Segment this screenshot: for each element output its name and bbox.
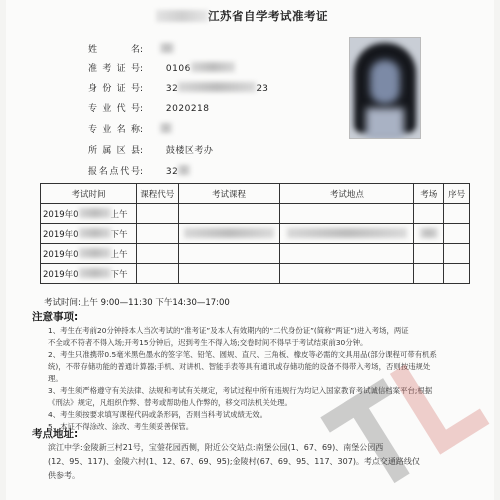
info-row-district: 所属区县: 鼓楼区考办	[88, 143, 213, 156]
exam-time-cell	[41, 204, 137, 224]
redacted-title-prefix	[156, 10, 208, 22]
exam-location-cell	[280, 244, 414, 264]
notes-list	[48, 325, 468, 433]
seat-cell	[444, 204, 470, 224]
seat-cell	[444, 264, 470, 284]
address-text	[48, 441, 478, 483]
room-cell	[414, 244, 444, 264]
info-label: 专业名称	[88, 125, 140, 135]
exam-location-cell	[280, 224, 414, 244]
exam-date: 2019年0	[43, 209, 79, 220]
redacted-value	[191, 62, 235, 72]
redacted-date	[79, 208, 111, 218]
exam-period: 下午	[110, 269, 128, 280]
note-line: 5、本证不得涂改、涂改、考生须妥善保管。	[48, 422, 194, 431]
room-cell	[414, 204, 444, 224]
course-name-cell	[178, 204, 280, 224]
course-name-cell	[178, 244, 280, 264]
exam-time-cell	[41, 244, 137, 264]
info-row-name: 姓名:	[88, 42, 174, 55]
table-header-row	[41, 184, 470, 204]
info-label: 身份证号	[88, 84, 140, 94]
info-value: 32	[165, 167, 179, 177]
exam-period: 上午	[110, 209, 128, 220]
exam-time-cell	[41, 224, 137, 244]
info-row-signup-point: 报名点代号: 32	[88, 164, 190, 177]
candidate-photo	[349, 37, 421, 139]
info-value: 32	[165, 84, 179, 94]
room-cell	[414, 264, 444, 284]
redacted-date	[79, 268, 111, 278]
info-value-tail: 23	[256, 84, 268, 94]
redacted-course	[184, 228, 274, 238]
info-label: 报名点代号	[88, 167, 140, 177]
course-code-cell	[136, 244, 178, 264]
redacted-location	[287, 228, 407, 238]
info-value: 鼓楼区考办	[165, 146, 214, 156]
column-header: 考试地点	[280, 184, 414, 204]
column-header: 考场	[414, 184, 444, 204]
info-row-ticket-no: 准考证号: 0106	[88, 61, 235, 74]
room-cell	[414, 224, 444, 244]
note-line: 3、考生须严格遵守有关法律、法规和考试有关规定，考试过程中所有违规行为均记入国家教育考试诚信档案平台;根据	[48, 386, 433, 395]
redacted-room	[420, 228, 438, 238]
note-line: 不全或不符者不得入场;开考15分钟后，迟到考生不得入场;交卷时间不得早于考试结束前30分钟。	[48, 338, 368, 347]
note-line: 4、考生须按要求填写课程代码或条形码，否则当科考试成绩无效。	[48, 410, 268, 419]
course-code-cell	[136, 224, 178, 244]
course-code-cell	[136, 204, 178, 224]
ticket-title-text: 江苏省自学考试准考证	[208, 9, 328, 23]
exam-period: 上午	[110, 249, 128, 260]
note-line: 统)，不带存储功能的普通计算器;手机、对讲机、智能手表等具有通讯或存储功能的设备不得带入考场，否则按违规处	[48, 362, 431, 371]
exam-date: 2019年0	[43, 229, 79, 240]
column-header: 课程代号	[136, 184, 178, 204]
exam-schedule-table	[40, 183, 470, 284]
exam-date: 2019年0	[43, 269, 79, 280]
column-header: 序号	[444, 184, 470, 204]
note-line: 《刑法》规定，凡组织作弊、替考或帮助他人作弊的，移交司法机关处理。	[48, 398, 292, 407]
notes-title: 注意事项:	[32, 311, 79, 323]
info-row-id-no: 身份证号: 32 23	[88, 81, 268, 94]
info-row-major-name: 专业名称:	[88, 122, 172, 135]
note-line: 理。	[48, 374, 63, 383]
redacted-value	[160, 43, 174, 53]
column-header: 考试课程	[178, 184, 280, 204]
exam-date: 2019年0	[43, 249, 79, 260]
info-value: 2020218	[165, 104, 210, 114]
redacted-value	[178, 165, 190, 175]
note-line: 1、考生在考前20分钟持本人当次考试的“准考证”及本人有效期内的“二代身份证”(简称“两证”)进入考场，两证	[48, 326, 409, 335]
table-row	[41, 244, 470, 264]
table-row	[41, 224, 470, 244]
info-label: 所属区县	[88, 146, 140, 156]
info-row-major-code: 专业代号: 2020218	[88, 101, 210, 114]
address-line: 滨江中学:金陵新三村21号，宝蓥花园西侧，附近公交站点:南堡公园(1、67、69)、南堡公园西	[48, 443, 384, 452]
exam-time-summary: 考试时间:上午 9:00—11:30 下午14:30—17:00	[44, 298, 230, 308]
seat-cell	[444, 224, 470, 244]
ticket-title	[156, 8, 416, 24]
exam-period: 下午	[110, 229, 128, 240]
course-name-cell	[178, 264, 280, 284]
exam-location-cell	[280, 264, 414, 284]
course-name-cell	[178, 224, 280, 244]
info-label: 专业代号	[88, 104, 140, 114]
table-row	[41, 264, 470, 284]
course-code-cell	[136, 264, 178, 284]
info-label: 准考证号	[88, 64, 140, 74]
redacted-value	[160, 123, 172, 133]
address-line: (12、95、117)、金陵六村(1、12、67、69、95);金陵村(67、69、95、117、307)。考点交通路线仅	[48, 457, 420, 466]
redacted-date	[79, 248, 111, 258]
table-row	[41, 204, 470, 224]
admission-ticket	[6, 0, 494, 500]
exam-location-cell	[280, 204, 414, 224]
column-header: 考试时间	[41, 184, 137, 204]
redacted-date	[79, 228, 111, 238]
note-line: 2、考生只准携带0.5毫米黑色墨水的签字笔、铅笔、圆规、直尺、三角板、橡皮等必需的文具用品(部分课程可带有机系	[48, 350, 437, 359]
address-title: 考点地址:	[32, 428, 79, 440]
exam-time-cell	[41, 264, 137, 284]
info-label: 姓名	[88, 45, 140, 55]
seat-cell	[444, 244, 470, 264]
info-value: 0106	[165, 64, 191, 74]
address-line: 供参考。	[48, 471, 80, 480]
redacted-value	[178, 82, 256, 92]
